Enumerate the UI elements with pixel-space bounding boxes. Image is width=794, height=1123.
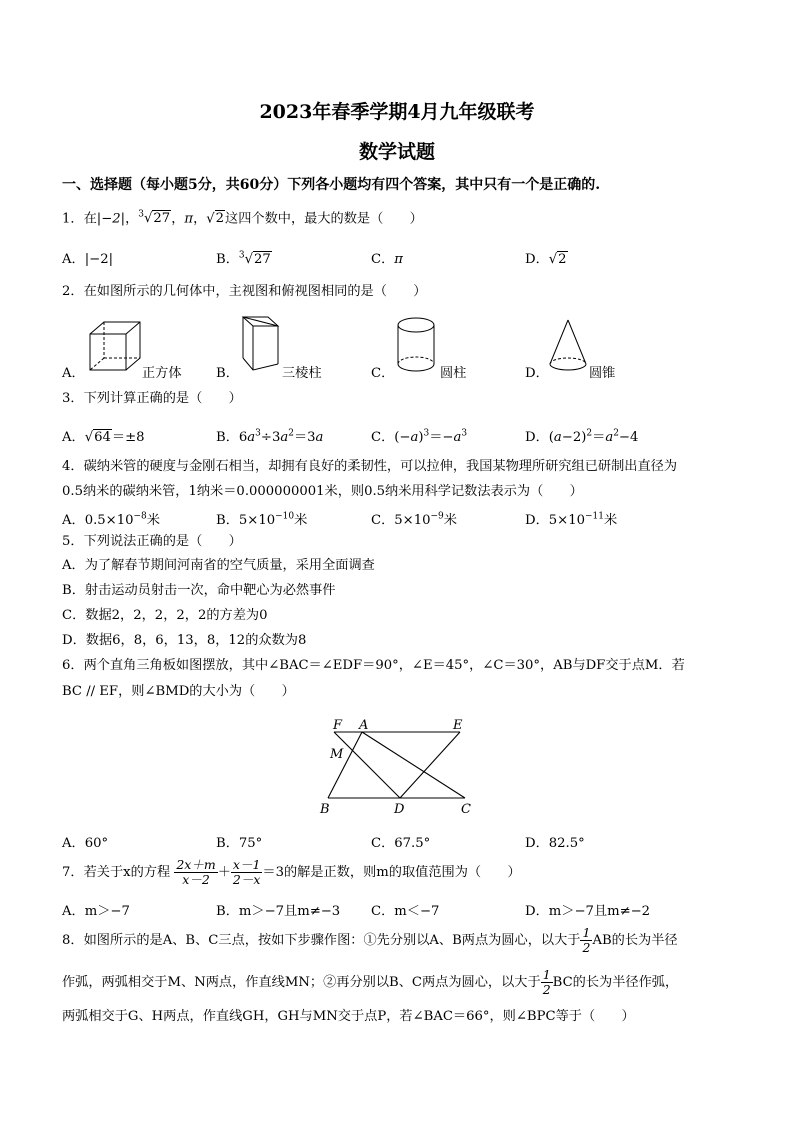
q1-option-d: D．√2	[525, 252, 567, 267]
cylinder-figure	[396, 316, 438, 374]
question-6-line2: BC // EF，则∠BMD的大小为（ ）	[62, 684, 295, 699]
question-4-line1: 4．碳纳米管的硬度与金刚石相当，却拥有良好的柔韧性，可以拉伸，我国某物理所研究组已研制出直径为	[62, 459, 678, 474]
prism-figure	[240, 314, 282, 374]
q3-option-b: B．$6a^3\div 3a^2=3a$	[216, 428, 324, 445]
q7-option-b: B．m＞−7且m≠−3	[216, 904, 341, 919]
question-8-line3: 两弧相交于G、H两点，作直线GH，GH与MN交于点P，若∠BAC＝66°，则∠BPC等于（ ）	[62, 1009, 635, 1024]
question-5: 5．下列说法正确的是（ ）	[62, 534, 242, 549]
question-2: 2．在如图所示的几何体中，主视图和俯视图相同的是（ ）	[62, 284, 427, 299]
q5-option-d: D．数据6，8，6，13，8，12的众数为8	[62, 633, 307, 648]
page-title: 2023年春季学期4月九年级联考	[259, 101, 535, 123]
question-8-line2: 作弧，两弧相交于M、N两点，作直线MN；②再分别以B、C两点为圆心，以大于 $\frac{1}{2}$ BC的长为半径作弧，	[62, 967, 679, 997]
q1-option-c: C．π	[371, 252, 403, 267]
q4-option-b: B．$5\times 10^{-10}$米	[216, 511, 308, 528]
q2-label-prism: 三棱柱	[282, 366, 322, 381]
question-3: 3．下列计算正确的是（ ）	[62, 391, 242, 406]
cbrt-27: $^3$√27	[138, 210, 171, 227]
q7-fraction-1: $\frac{2x+m}{x-2}$	[176, 857, 216, 887]
triangle-figure	[310, 712, 490, 822]
q2-option-c: C．	[371, 366, 395, 381]
question-4-line2: 0.5纳米的碳纳米管，1纳米＝0.000000001米，则0.5纳米用科学记数法表示为（ ）	[62, 484, 583, 499]
q1-option-a: A．|−2|	[62, 252, 114, 267]
point-label-c: C	[461, 802, 471, 817]
q8-half-1: $\frac{1}{2}$	[582, 925, 591, 955]
q7-fraction-2: $\frac{x-1}{2-x}$	[232, 857, 261, 887]
q1-option-b: B．$^3$√27	[216, 250, 271, 267]
q7-option-a: A．m＞−7	[62, 904, 130, 919]
question-1: 1．在|−2|，$^3$√27，π，√2这四个数中，最大的数是（ ）	[62, 210, 423, 227]
point-label-f: F	[333, 718, 343, 733]
q6-option-c: C．67.5°	[371, 836, 431, 851]
q2-label-cube: 正方体	[142, 366, 182, 381]
question-6-line1: 6．两个直角三角板如图摆放，其中∠BAC＝∠EDF＝90°，∠E＝45°，∠C＝30°，AB与DF交于点M．若	[62, 658, 685, 673]
q6-option-d: D．82.5°	[525, 836, 585, 851]
pi-symbol: π	[184, 211, 194, 227]
cone-figure	[548, 318, 588, 374]
point-label-e: E	[453, 718, 463, 733]
point-label-b: B	[320, 802, 330, 817]
q3-option-c: C．$(-a)^3=-a^3$	[371, 428, 468, 445]
q4-option-c: C．$5\times 10^{-9}$米	[371, 511, 457, 528]
sqrt-2: √2	[206, 211, 225, 227]
q7-option-c: C．m＜−7	[371, 904, 440, 919]
q4-option-d: D．$5\times 10^{-11}$米	[525, 511, 618, 528]
question-7: 7．若关于x的方程 $\frac{2x+m}{x-2}$ ＋ $\frac{x-1}{2-x}$ ＝3的解是正数，则m的取值范围为（ ）	[62, 857, 521, 887]
question-8-line1: 8．如图所示的是A、B、C三点，按如下步骤作图：①先分别以A、B两点为圆心，以大于 $\frac{1}{2}$ AB的长为半径	[62, 925, 678, 955]
q5-option-a: A．为了解春节期间河南省的空气质量，采用全面调查	[62, 558, 375, 573]
q8-half-2: $\frac{1}{2}$	[542, 967, 551, 997]
q6-option-b: B．75°	[216, 836, 263, 851]
cube-figure	[88, 320, 144, 372]
q2-option-b: B．	[216, 366, 239, 381]
point-label-a: A	[359, 718, 369, 733]
q2-label-cone: 圆锥	[589, 366, 616, 381]
q3-option-d: D．$(a-2)^2=a^2-4$	[525, 428, 639, 445]
q2-option-a: A．	[62, 366, 85, 381]
section-heading: 一、选择题（每小题5分，共60分）下列各小题均有四个答案，其中只有一个是正确的.	[62, 177, 601, 193]
page-subtitle: 数学试题	[358, 141, 435, 163]
abs-neg2: |−2|	[96, 211, 126, 227]
point-label-m: M	[330, 747, 344, 762]
q2-option-d: D．	[525, 366, 549, 381]
q4-option-a: A．$0.5\times 10^{-8}$米	[62, 511, 160, 528]
q6-option-a: A．60°	[62, 836, 109, 851]
q3-option-a: A．√64＝±8	[62, 430, 145, 445]
point-label-d: D	[394, 802, 405, 817]
q2-label-cylinder: 圆柱	[440, 366, 467, 381]
q5-option-b: B．射击运动员射击一次，命中靶心为必然事件	[62, 583, 336, 598]
q5-option-c: C．数据2，2，2，2，2的方差为0	[62, 608, 268, 623]
q7-option-d: D．m＞−7且m≠−2	[525, 904, 651, 919]
